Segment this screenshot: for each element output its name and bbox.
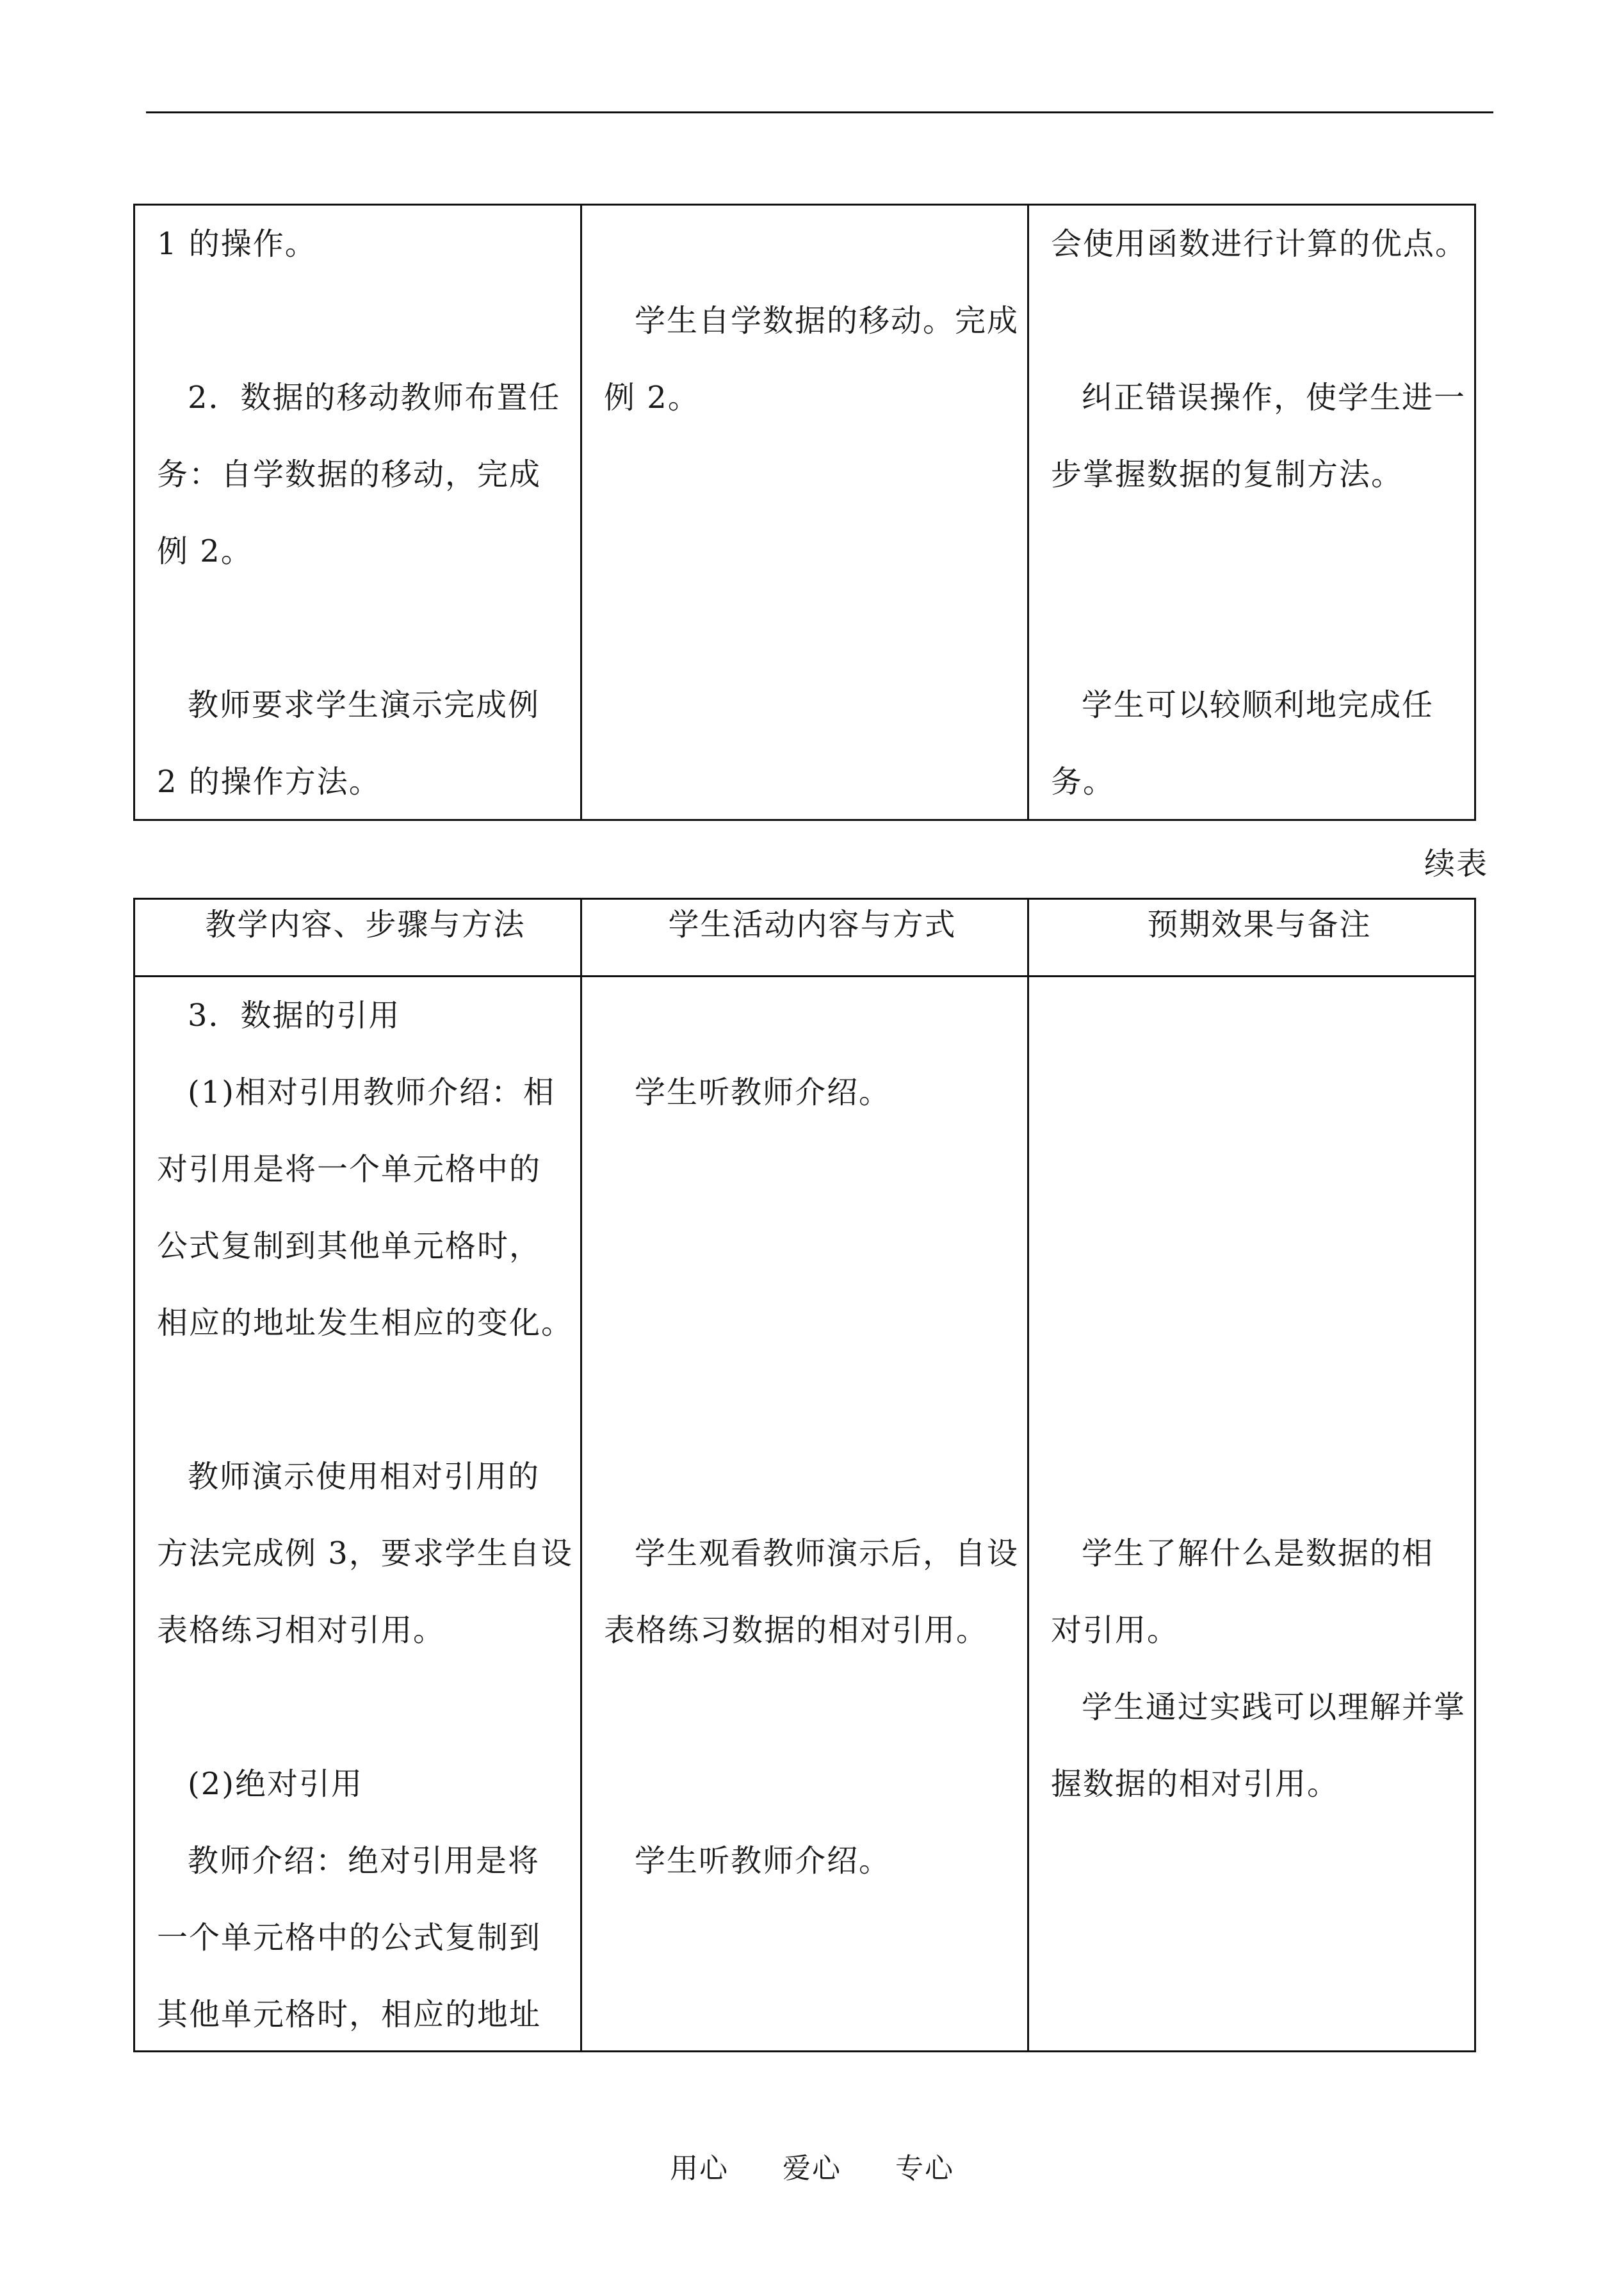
table1-col3-line: 步掌握数据的复制方法。	[1051, 457, 1404, 492]
table2-col1-line: 教师介绍：绝对引用是将	[188, 1843, 540, 1879]
table2-col2-line: 学生观看教师演示后，自设	[635, 1536, 1019, 1571]
table-header-row	[134, 899, 1475, 977]
table2-col1-cell	[134, 977, 581, 2052]
table1-col1-line: 例 2。	[157, 533, 253, 569]
table1-col3-line: 纠正错误操作，使学生进一	[1082, 380, 1466, 416]
table1-col1-line: 1 的操作。	[157, 226, 317, 262]
table1-col1-line: 2 的操作方法。	[157, 764, 381, 800]
table2-col1-line: 其他单元格时，相应的地址	[157, 1997, 542, 2032]
table2-col2-line: 表格练习数据的相对引用。	[604, 1612, 989, 1648]
table2-col1-line: 公式复制到其他单元格时，	[157, 1228, 542, 1264]
table2-col3-line: 握数据的相对引用。	[1051, 1766, 1340, 1802]
header-teaching-content: 教学内容、步骤与方法	[134, 899, 581, 977]
page-footer	[0, 2145, 1624, 2186]
table2-col1-line: 表格练习相对引用。	[157, 1612, 446, 1648]
table2-col2-cell	[581, 977, 1028, 2052]
table1-col1-line: 教师要求学生演示完成例	[188, 687, 540, 723]
table1-col2-cell	[581, 205, 1028, 820]
table1-col1-line: 务：自学数据的移动，完成	[157, 457, 542, 492]
footer-text: 用心	[670, 2152, 729, 2185]
table2-col1-line: 教师演示使用相对引用的	[188, 1459, 540, 1495]
table2-col1-line: 3．数据的引用	[188, 998, 401, 1034]
lesson-table-part2	[133, 898, 1476, 2052]
table2-col3-line: 学生通过实践可以理解并掌	[1082, 1689, 1466, 1725]
table1-col3-line: 会使用函数进行计算的优点。	[1051, 226, 1468, 262]
table1-col1-cell	[134, 205, 581, 820]
table1-col3-line: 务。	[1051, 764, 1116, 800]
table1-col2-line: 学生自学数据的移动。完成	[635, 303, 1019, 339]
table1-col3-cell	[1028, 205, 1475, 820]
footer-text: 爱心	[783, 2152, 841, 2185]
header-rule	[146, 111, 1493, 113]
table2-col1-line: (1)相对引用教师介绍：相	[188, 1075, 555, 1110]
table2-col1-line: 相应的地址发生相应的变化。	[157, 1305, 574, 1341]
continued-label: 续表	[1424, 846, 1488, 882]
header-student-activity: 学生活动内容与方式	[581, 899, 1028, 977]
table2-col1-line: 一个单元格中的公式复制到	[157, 1920, 542, 1956]
table2-col2-line: 学生听教师介绍。	[635, 1843, 891, 1879]
table2-col3-line: 学生了解什么是数据的相	[1082, 1536, 1434, 1571]
header-expected-effect: 预期效果与备注	[1028, 899, 1475, 977]
table2-col1-line: 方法完成例 3，要求学生自设	[157, 1536, 573, 1571]
table1-col2-line: 例 2。	[604, 380, 700, 416]
footer-text: 专心	[895, 2152, 954, 2185]
table2-col1-line: (2)绝对引用	[188, 1766, 363, 1802]
table2-col3-line: 对引用。	[1051, 1612, 1180, 1648]
table2-col3-cell	[1028, 977, 1475, 2052]
lesson-table-part1	[133, 204, 1476, 821]
table1-col3-line: 学生可以较顺利地完成任	[1082, 687, 1434, 723]
table2-col1-line: 对引用是将一个单元格中的	[157, 1151, 542, 1187]
table1-col1-line: 2．数据的移动教师布置任	[188, 380, 561, 416]
table2-col2-line: 学生听教师介绍。	[635, 1075, 891, 1110]
